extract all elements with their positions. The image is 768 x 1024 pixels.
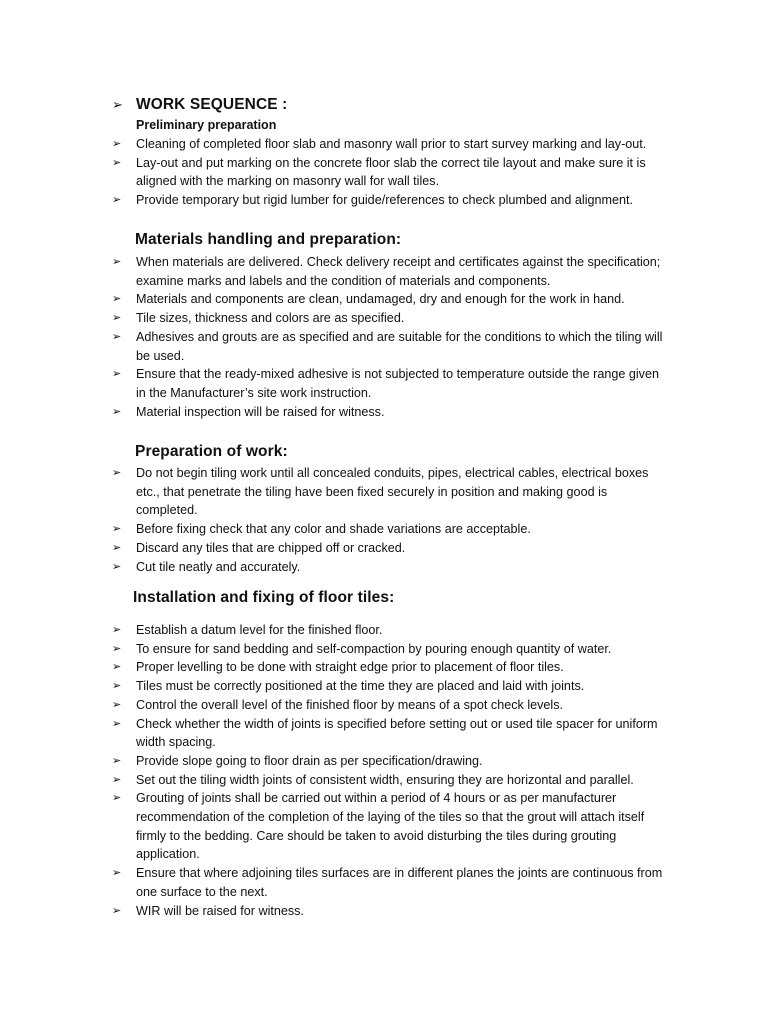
list-item-text: Do not begin tiling work until all concealed conduits, pipes, electrical cables, electrical boxes etc., that penetrate the tiling have been fixed securely in position and making good is completed. [136,466,649,518]
list-item [112,154,672,191]
arrow-bullet-icon: ➢ [112,661,122,674]
arrow-bullet-icon: ➢ [112,773,122,786]
arrow-bullet-icon: ➢ [112,256,122,268]
list-item-text: Tile sizes, thickness and colors are as specified. [136,311,405,326]
list-item-text: Proper levelling to be done with straight edge prior to placement of floor tiles. [136,660,564,675]
arrow-bullet-icon: ➢ [112,467,122,479]
list-item [112,191,672,210]
list-item-text: To ensure for sand bedding and self-compaction by pouring enough quantity of water. [136,641,612,656]
list-item-text: Ensure that where adjoining tiles surfaces are in different planes the joints are continuous from one surface to the next. [136,866,663,899]
list-item [112,715,672,752]
list-item [112,771,672,790]
arrow-bullet-icon: ➢ [112,867,122,880]
arrow-bullet-icon: ➢ [112,523,122,536]
arrow-bullet-icon: ➢ [112,97,123,112]
arrow-bullet-icon: ➢ [112,680,122,693]
list-item [112,752,672,771]
list-item-text: Check whether the width of joints is specified before setting out or used tile spacer for uniform width spacing. [136,716,658,750]
list-item-text: Provide temporary but rigid lumber for guide/references to check plumbed and alignment. [136,193,634,208]
main-heading-text: WORK SEQUENCE : [136,96,288,113]
list-item [112,403,672,422]
preliminary-list [112,135,672,210]
list-item-text: Cleaning of completed floor slab and masonry wall prior to start survey marking and lay-out. [136,137,647,151]
list-item [112,539,672,558]
list-item [112,365,672,402]
list-item [112,864,672,901]
list-item [112,640,672,659]
list-item-text: Before fixing check that any color and shade variations are acceptable. [136,522,531,537]
list-item [112,135,672,154]
arrow-bullet-icon: ➢ [112,405,122,418]
arrow-bullet-icon: ➢ [112,754,122,767]
arrow-bullet-icon: ➢ [112,138,122,150]
arrow-bullet-icon: ➢ [112,330,122,343]
arrow-bullet-icon: ➢ [112,293,122,306]
preparation-list [112,464,672,576]
list-item-text: Provide slope going to floor drain as per specification/drawing. [136,753,483,768]
list-item [112,520,672,539]
arrow-bullet-icon: ➢ [112,156,122,169]
arrow-bullet-icon: ➢ [112,904,122,917]
arrow-bullet-icon: ➢ [112,312,122,325]
work-sequence-heading [112,96,287,114]
list-item [112,658,672,677]
list-item [112,309,672,328]
list-item-text: Establish a datum level for the finished floor. [136,623,383,637]
list-item-text: Materials and components are clean, undamaged, dry and enough for the work in hand. [136,292,625,307]
list-item [112,677,672,696]
list-item-text: Adhesives and grouts are as specified and are suitable for the conditions to which the tiling will be used. [136,329,663,363]
list-item [112,902,672,921]
list-item-text: Tiles must be correctly positioned at the time they are placed and laid with joints. [136,679,585,694]
arrow-bullet-icon: ➢ [112,541,122,554]
list-item-text: WIR will be raised for witness. [136,903,304,918]
preliminary-preparation-title: Preliminary preparation [136,118,277,132]
list-item-text: Lay-out and put marking on the concrete floor slab the correct tile layout and make sure it is aligned with the marking on masonry wall for wall tiles. [136,155,646,189]
list-item [112,621,672,640]
materials-list [112,253,672,421]
list-item-text: Material inspection will be raised for witness. [136,404,385,419]
installation-section-title: Installation and fixing of floor tiles: [133,589,395,606]
list-item-text: Grouting of joints shall be carried out within a period of 4 hours or as per manufacturer recommendation of the completion of the laying of the tiles so that the grout will attach itself firmly to the bedding. Care should be taken to avoid disturbing the tiles during grouting application. [136,791,645,862]
installation-list [112,621,672,920]
list-item-text: Control the overall level of the finished floor by means of a spot check levels. [136,697,564,712]
arrow-bullet-icon: ➢ [112,194,122,207]
arrow-bullet-icon: ➢ [112,624,122,636]
arrow-bullet-icon: ➢ [112,792,122,805]
list-item [112,789,672,864]
arrow-bullet-icon: ➢ [112,368,122,381]
list-item-text: Ensure that the ready-mixed adhesive is not subjected to temperature outside the range given in the Manufacturer’s site work instruction. [136,367,659,400]
list-item-text: When materials are delivered. Check delivery receipt and certificates against the specification; examine marks and labels and the condition of materials and components. [136,255,661,288]
preparation-section-title: Preparation of work: [135,443,288,460]
arrow-bullet-icon: ➢ [112,717,122,730]
list-item-text: Set out the tiling width joints of consistent width, ensuring they are horizontal and parallel. [136,772,634,787]
list-item [112,696,672,715]
arrow-bullet-icon: ➢ [112,698,122,711]
materials-section-title: Materials handling and preparation: [135,231,402,248]
list-item [112,253,672,290]
list-item [112,464,672,520]
list-item [112,558,672,577]
list-item [112,328,672,365]
arrow-bullet-icon: ➢ [112,642,122,655]
arrow-bullet-icon: ➢ [112,560,122,573]
list-item-text: Cut tile neatly and accurately. [136,559,301,574]
list-item-text: Discard any tiles that are chipped off or cracked. [136,540,406,555]
list-item [112,290,672,309]
